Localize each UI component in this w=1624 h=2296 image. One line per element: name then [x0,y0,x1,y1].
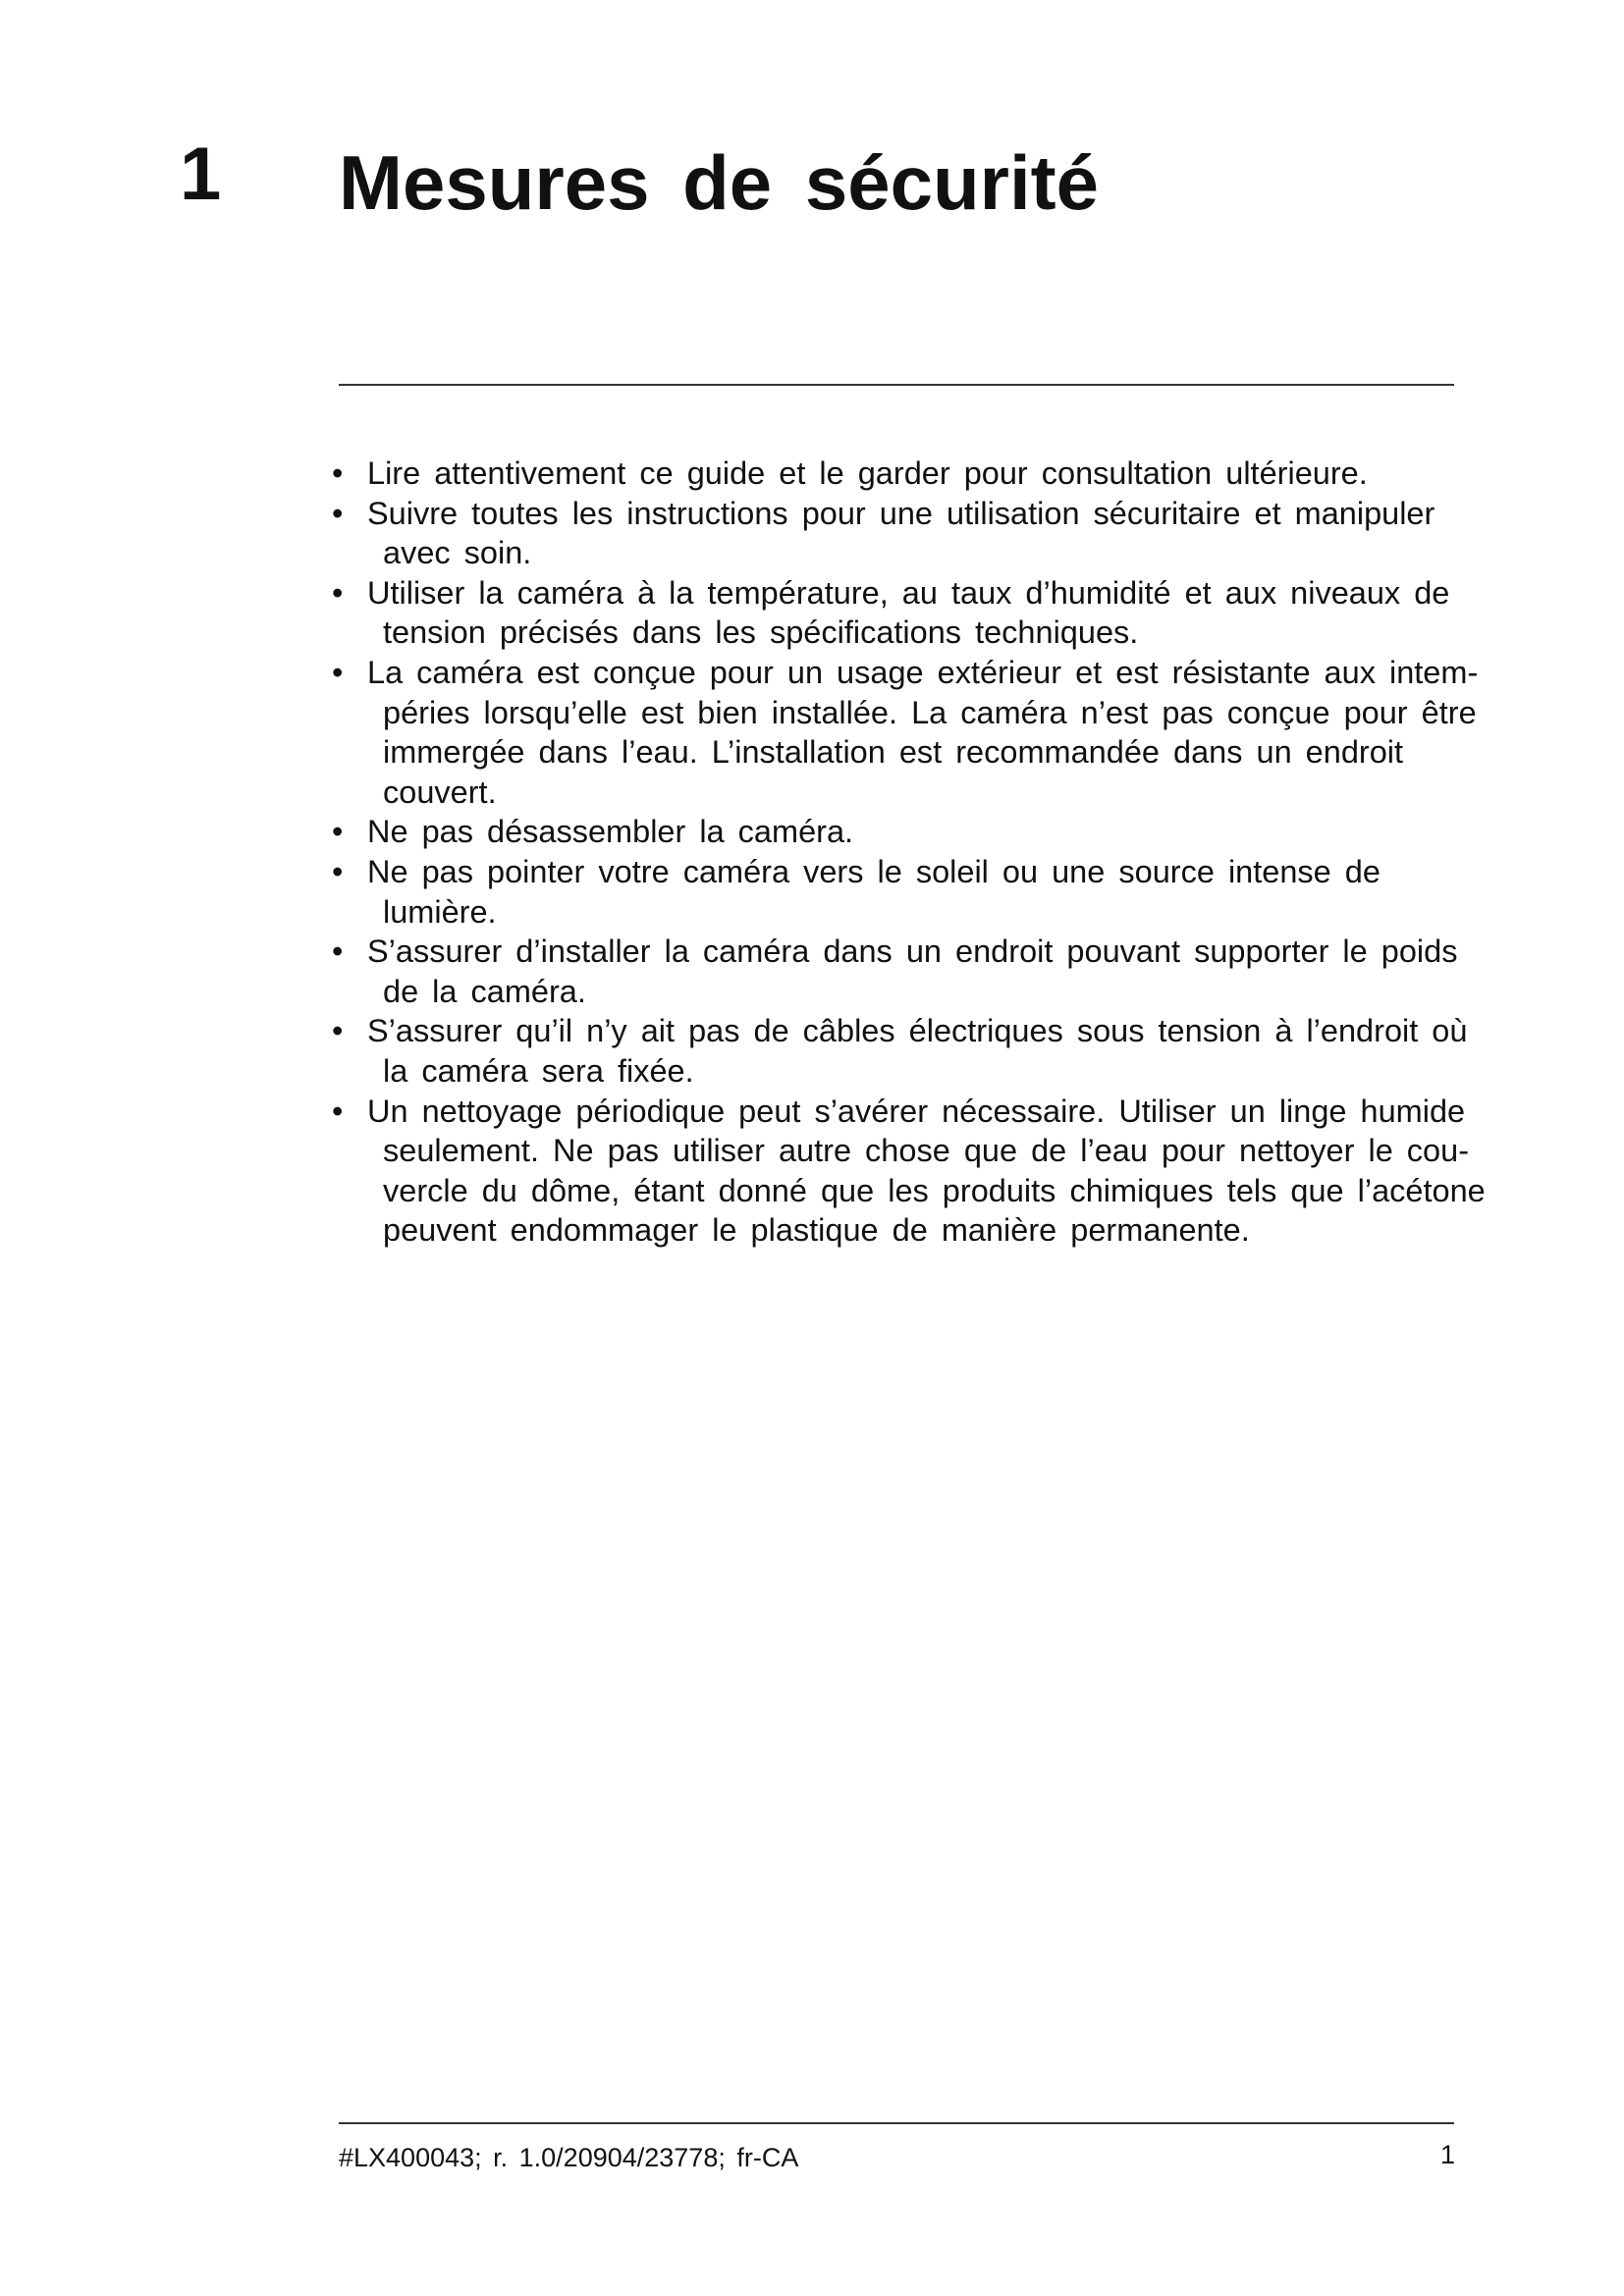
list-item [330,812,1547,852]
list-item-text [367,1011,1547,1091]
list-item [330,454,1547,494]
list-item-text [367,932,1547,1011]
list-item-line: seulement. Ne pas utiliser autre chose que de l’eau pour nettoyer le cou- [383,1133,1470,1169]
list-item [330,932,1547,1011]
list-item [330,852,1547,932]
list-item-text [367,454,1547,494]
list-item-line: Ne pas pointer votre caméra vers le soleil ou une source intense de [367,853,1380,889]
list-item-line: de la caméra. [383,973,586,1009]
bullet-icon: • [332,654,344,690]
top-divider [339,384,1454,386]
list-item-line: immergée dans l’eau. L’installation est recommandée dans un endroit [383,734,1404,771]
document-reference: #LX400043; r. 1.0/20904/23778; fr-CA [339,2143,799,2172]
list-item-text [367,494,1547,573]
list-item-text [367,852,1547,932]
list-item-line: la caméra sera fixée. [383,1052,694,1089]
list-item [330,1011,1547,1091]
list-item-line: S’assurer d’installer la caméra dans un endroit pouvant supporter le poids [367,934,1458,970]
list-item-line: tension précisés dans les spécifications techniques. [383,614,1139,651]
list-item-line: avec soin. [383,535,532,571]
bullet-icon: • [332,495,344,531]
page-number: 1 [1439,2140,1455,2169]
bullet-icon: • [332,1093,344,1129]
list-item-line: Lire attentivement ce guide et le garder pour consultation ultérieure. [367,455,1368,491]
list-item-line: vercle du dôme, étant donné que les produits chimiques tels que l’acétone [383,1172,1486,1208]
list-item [330,1092,1547,1251]
bullet-icon: • [332,814,344,850]
list-item-line: Ne pas désassembler la caméra. [367,814,854,850]
bullet-icon: • [332,853,344,889]
list-item-line: Suivre toutes les instructions pour une utilisation sécuritaire et manipuler [367,495,1435,531]
safety-instructions-list [330,454,1547,1251]
bullet-icon: • [332,455,344,491]
list-item-line: peuvent endommager le plastique de manière permanente. [383,1212,1250,1249]
list-item-line: lumière. [383,893,497,930]
list-item-line: S’assurer qu’il n’y ait pas de câbles électriques sous tension à l’endroit où [367,1013,1468,1049]
list-item-text [367,812,1547,852]
list-item-line: Un nettoyage périodique peut s’avérer nécessaire. Utiliser un linge humide [367,1093,1466,1129]
list-item-text [367,573,1547,653]
list-item [330,494,1547,573]
list-item-line: La caméra est conçue pour un usage extérieur et est résistante aux intem- [367,654,1479,690]
list-item-line: péries lorsqu’elle est bien installée. La caméra n’est pas conçue pour être [383,694,1477,730]
list-item-line: couvert. [383,774,497,810]
bullet-icon: • [332,574,344,611]
list-item-line: Utiliser la caméra à la température, au taux d’humidité et aux niveaux de [367,574,1450,611]
bullet-icon: • [332,1013,344,1049]
chapter-number: 1 [180,133,222,216]
footer-divider [339,2122,1454,2124]
list-item-text [367,653,1547,812]
list-item [330,573,1547,653]
bullet-icon: • [332,934,344,970]
list-item [330,653,1547,812]
chapter-title: Mesures de sécurité [339,139,1100,226]
list-item-text [367,1092,1547,1251]
